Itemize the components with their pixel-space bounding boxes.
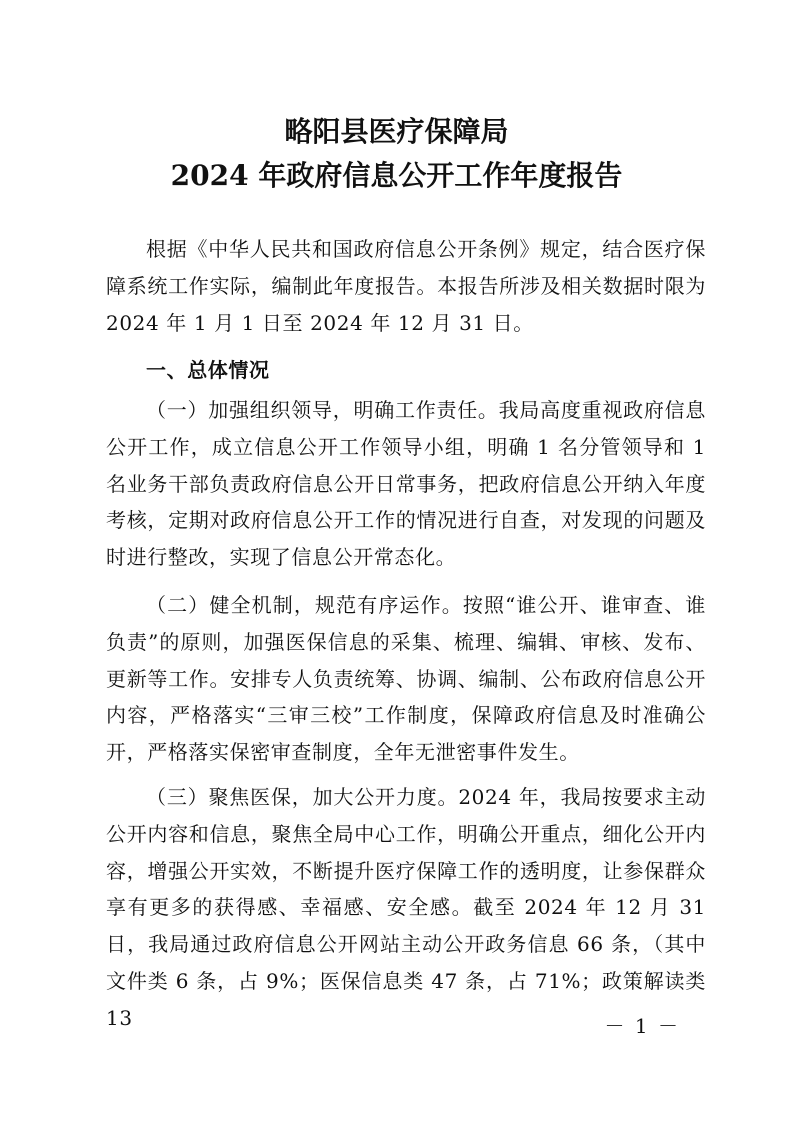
paragraph-disclosure: （三）聚焦医保，加大公开力度。2024 年，我局按要求主动公开内容和信息，聚焦全局中心工作，明确公开重点，细化公开内容，增强公开实效，不断提升医疗保障工作的透明度，让参保群众享有更多的获得感、幸福感、安全感。截至 2024 年 12 月 31 日，我局通过政府信息公开网站主动公开政务信息 66 条，（其中文件类 6 条，占 9%；医保信息类 47 条，占 71%；政策解读类 13 [106, 785, 706, 1030]
paragraph-mechanism: （二）健全机制，规范有序运作。按照“谁公开、谁审查、谁负责”的原则，加强医保信息的采集、梳理、编辑、审核、发布、更新等工作。安排专人负责统筹、协调、编制、公布政府信息公开内容，严格落实“三审三校”工作制度，保障政府信息及时准确公开，严格落实保密审查制度，全年无泄密事件发生。 [106, 593, 706, 765]
paragraph-organization: （一）加强组织领导，明确工作责任。我局高度重视政府信息公开工作，成立信息公开工作领导小组，明确 1 名分管领导和 1 名业务干部负责政府信息公开日常事务，把政府信息公开纳入年度考核，定期对政府信息公开工作的情况进行自查，对发现的问题及时进行整改，实现了信息公开常态化。 [106, 398, 706, 570]
page-number: － 1 － [604, 1014, 680, 1038]
document-title-line-1: 略阳县医疗保障局 [284, 115, 509, 148]
intro-paragraph: 根据《中华人民共和国政府信息公开条例》规定，结合医疗保障系统工作实际，编制此年度报告。本报告所涉及相关数据时限为 2024 年 1 月 1 日至 2024 年 12 月 31 日。 [106, 237, 706, 335]
section-heading-overview: 一、总体情况 [146, 358, 270, 382]
document-title-line-2: 2024 年政府信息公开工作年度报告 [170, 159, 623, 192]
